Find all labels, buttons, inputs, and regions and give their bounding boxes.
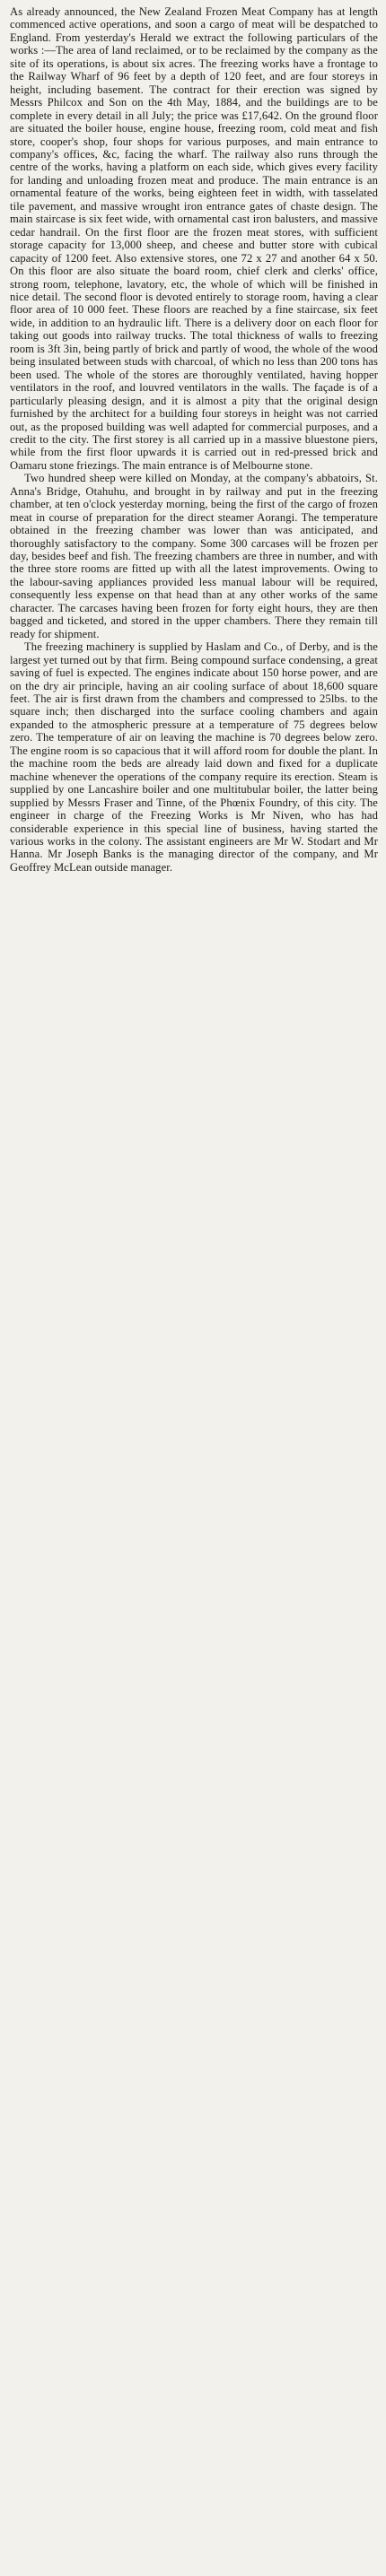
article-paragraph-machinery: The freezing machinery is supplied by Haslam and Co., of Derby, and is the largest yet turned out by that firm. Being compound surface condensing, a great saving of fuel is expected. The engines indicate about 150 horse power, and are on the dry air principle, having an air cooling surface of about 18,600 square feet. The air is first drawn from the chambers and compressed to 25lbs. to the square inch; then discharged into the surface cooling chambers and again expanded to the atmospheric pressure at a temperature of 75 degrees below zero. The temperature of air on leaving the machine is 70 degrees below zero. The engine room is so capacious that it will afford room for double the plant. In the machine room the beds are already laid down and fixed for a duplicate machine whenever the operations of the company require its erection. Steam is supplied by one Lancashire boiler and one multitubular boiler, the latter being supplied by Messrs Fraser and Tinne, of the Phœnix Foundry, of this city. The engineer in charge of the Freezing Works is Mr Niven, who has had considerable experience in this special line of business, having started the various works in the colony. The assistant engineers are Mr W. Stodart and Mr Hanna. Mr Joseph Banks is the managing director of the company, and Mr Geoffrey McLean outside manager. xyxy=(10,640,378,874)
article-paragraph-works: As already announced, the New Zealand Frozen Meat Company has at length commenced active operations, and soon a cargo of meat will be despatched to England. From yesterday's Herald we extract the following particulars of the works :—The area of land reclaimed, or to be reclaimed by the company as the site of its operations, is about six acres. The freezing works have a frontage to the Railway Wharf of 96 feet by a depth of 120 feet, and are four storeys in height, including basement. The contract for their erection was signed by Messrs Philcox and Son on the 4th May, 1884, and the buildings are to be complete in every detail in all July; the price was £17,642. On the ground floor are situated the boiler house, engine house, freezing room, cold meat and fish store, cooper's shop, four shops for various purposes, and main entrance to company's offices, &c, facing the wharf. The railway also runs through the centre of the works, having a platform on each side, which gives every facility for landing and unloading frozen meat and produce. The main entrance is an ornamental feature of the works, being eighteen feet in width, with tasselated tile pavement, and massive wrought iron entrance gates of chaste design. The main staircase is six feet wide, with ornamental cast iron balusters, and massive cedar handrail. On the first floor are the frozen meat stores, with sufficient storage capacity for 13,000 sheep, and cheese and butter store with cubical capacity of 1200 feet. Also extensive stores, one 72 x 27 and another 64 x 50. On this floor are also situate the board room, chief clerk and clerks' office, strong room, telephone, lavatory, etc, the whole of which will be finished in nice detail. The second floor is devoted entirely to storage room, having a clear floor area of 10 000 feet. These floors are reached by a fine staircase, six feet wide, in addition to an hydraulic lift. There is a delivery door on each floor for taking out goods into railway trucks. The total thickness of walls to freezing room is 3ft 3in, being partly of brick and partly of wood, the whole of the wood being insulated between studs with charcoal, of which no less than 200 tons has been used. The whole of the stores are thoroughly ventilated, having hopper ventilators in the roof, and louvred ventilators in the walls. The façade is of a particularly pleasing design, and it is almost a pity that the original design furnished by the architect for a building four storeys in height was not carried out, as the proposed building was well adapted for commercial purposes, and a credit to the city. The first storey is all carried up in a massive bluestone piers, while from the first floor upwards it is carried out in red-pressed brick and Oamaru stone friezings. The main entrance is of Melbourne stone. xyxy=(10,5,378,472)
article-paragraph-sheep: Two hundred sheep were killed on Monday, at the company's abbatoirs, St. Anna's Bridge, Otahuhu, and brought in by railway and put in the freezing chamber, at ten o'clock yesterday morning, being the first of the cargo of frozen meat in course of preparation for the direct steamer Aorangi. The temperature obtained in the freezing chamber was lower than was anticipated, and thoroughly satisfactory to the company. Some 300 carcases will be frozen per day, besides beef and fish. The freezing chambers are three in number, and with the three store rooms are fitted up with all the latest improvements. Owing to the labour-saving appliances provided less manual labour will be required, consequently less expense on that head than at any other works of the same character. The carcases having been frozen for forty eight hours, they are then bagged and ticketed, and stored in the upper chambers. There they remain till ready for shipment. xyxy=(10,472,378,640)
